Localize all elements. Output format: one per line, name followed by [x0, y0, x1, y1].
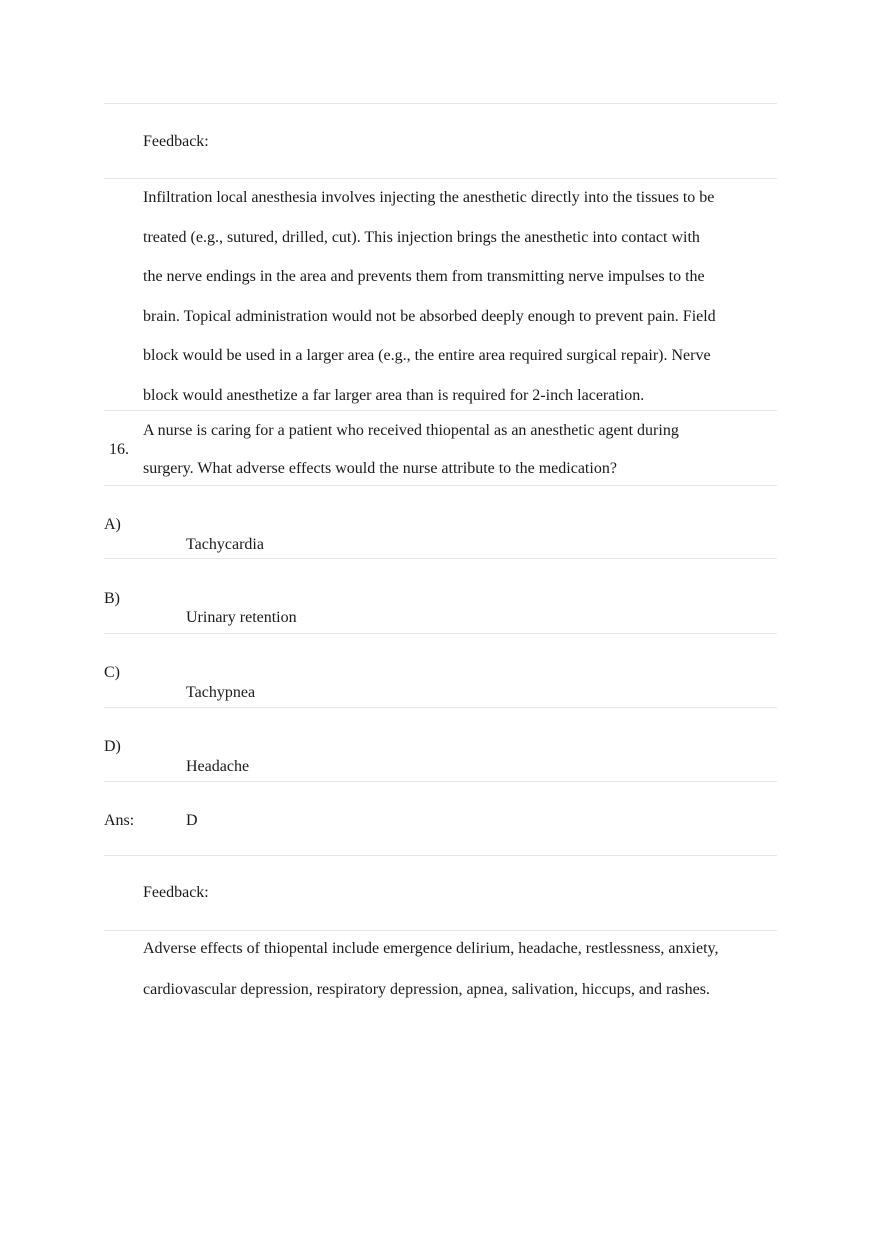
- option-letter-a: A): [104, 516, 121, 533]
- feedback-line: block would anesthetize a far larger area than is required for 2-inch laceration.: [143, 386, 645, 404]
- option-text-c: Tachypnea: [186, 684, 256, 701]
- feedback-line: the nerve endings in the area and prevents them from transmitting nerve impulses to the: [143, 268, 705, 286]
- option-letter-c: C): [104, 664, 120, 681]
- divider: [104, 633, 777, 634]
- feedback-line: treated (e.g., sutured, drilled, cut). This injection brings the anesthetic into contact with: [143, 228, 700, 246]
- feedback-label: Feedback:: [143, 133, 209, 150]
- feedback-line: Adverse effects of thiopental include emergence delirium, headache, restlessness, anxiety,: [143, 940, 719, 957]
- divider: [104, 855, 777, 856]
- option-text-d: Headache: [186, 758, 250, 775]
- question-line: A nurse is caring for a patient who received thiopental as an anesthetic agent during: [143, 422, 679, 439]
- feedback-line: brain. Topical administration would not be absorbed deeply enough to prevent pain. Field: [143, 307, 716, 325]
- divider: [104, 410, 777, 411]
- option-text-b: Urinary retention: [186, 609, 297, 626]
- feedback-line: cardiovascular depression, respiratory depression, apnea, salivation, hiccups, and rashes.: [143, 981, 710, 998]
- divider: [104, 103, 777, 104]
- divider: [104, 781, 777, 782]
- feedback-line: block would be used in a larger area (e.g., the entire area required surgical repair). Nerve: [143, 347, 711, 365]
- option-letter-d: D): [104, 738, 121, 755]
- option-letter-b: B): [104, 590, 120, 607]
- divider: [104, 707, 777, 708]
- question-text: [143, 412, 768, 488]
- answer-value: D: [186, 812, 198, 829]
- divider: [104, 485, 777, 486]
- question-line: surgery. What adverse effects would the nurse attribute to the medication?: [143, 460, 617, 477]
- option-text-a: Tachycardia: [186, 536, 264, 553]
- question-number: 16.: [109, 441, 129, 458]
- feedback-paragraph: [143, 928, 768, 1010]
- feedback-label: Feedback:: [143, 884, 209, 901]
- divider: [104, 558, 777, 559]
- answer-label: Ans:: [104, 812, 135, 829]
- feedback-line: Infiltration local anesthesia involves injecting the anesthetic directly into the tissues to be: [143, 189, 715, 206]
- feedback-paragraph: [143, 178, 768, 416]
